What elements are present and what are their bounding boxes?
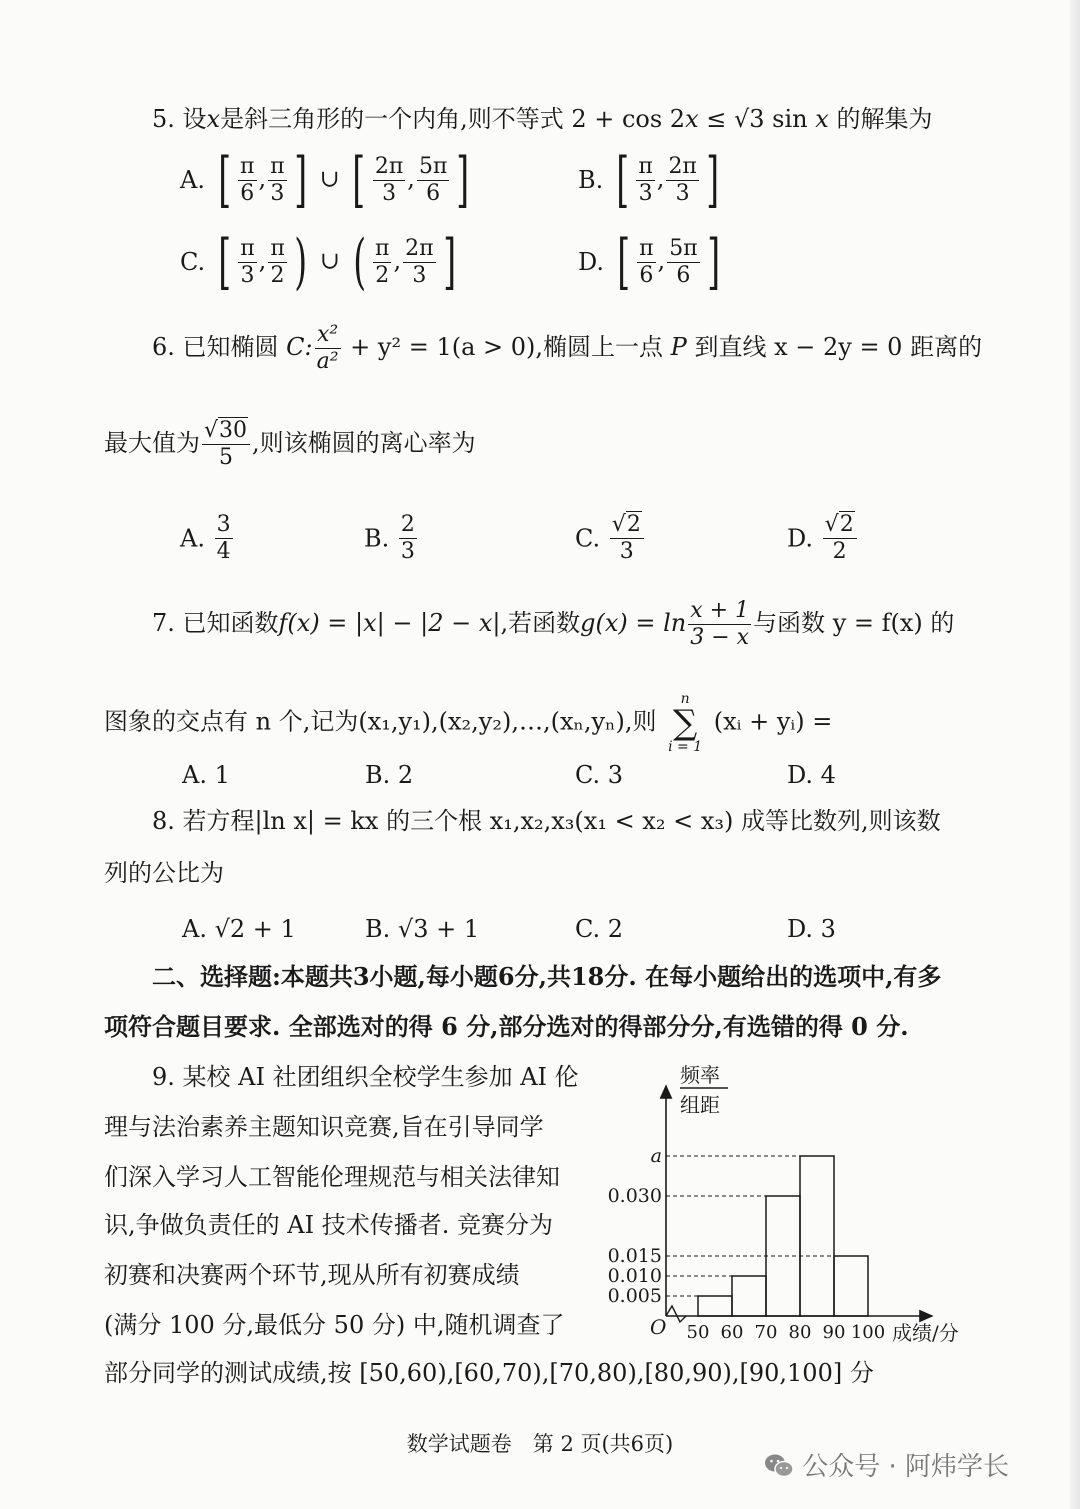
q6-option-a: A. $\frac{3}{4}$ [180, 512, 231, 564]
histogram-bar-[90,100] [834, 1256, 868, 1316]
q5-option-b: B. [ $\frac{\pi}{3}$ , $\frac{2\pi}{3}$ ] [578, 145, 720, 215]
q7-stem-part: (xᵢ + yᵢ) = [713, 707, 833, 736]
watermark-text: 公众号 · 阿炜学长 [802, 1452, 1010, 1482]
option-text: √2 + 1 [214, 915, 296, 943]
q7-stem-line2 [104, 690, 832, 756]
wechat-icon [764, 1453, 794, 1479]
option-label: B. [365, 761, 391, 789]
histogram-bar-[80,90) [800, 1156, 834, 1316]
option-label: A. [182, 761, 207, 789]
q6-stem-part: 最大值为 [104, 429, 200, 457]
q9-text-line: 部分同学的测试成绩,按 [50,60),[60,70),[70,80),[80,90),[90,100] 分 [104, 1359, 874, 1387]
q7-option-a [182, 758, 230, 792]
option-label: C. [575, 915, 601, 943]
option-text: 2 [397, 761, 414, 789]
y-tick-label: 0.015 [607, 1245, 662, 1267]
origin-label: O [650, 1315, 667, 1339]
y-axis-label-bottom: 组距 [680, 1093, 720, 1117]
q6-option-d: D. $\frac{√2}{2}$ [787, 512, 859, 565]
option-label: A. [180, 524, 205, 553]
q5-stem-part: 5. 设 [152, 105, 207, 133]
q5-stem-part: ≤ √3 sin [698, 105, 816, 133]
option-text: 3 [607, 761, 624, 789]
option-text: 4 [820, 761, 836, 789]
q5-option-a: A. [ $\frac{\pi}{6}$ , $\frac{\pi}{3}$ ] ∪ [ $\frac{2\pi}{3}$ , $\frac{5\pi}{6}$ ] [180, 145, 470, 215]
frequency-histogram [600, 1056, 980, 1356]
option-text: 3 [820, 915, 836, 943]
section2-instructions: 项符合题目要求. 全部选对的得 6 分,部分选对的得部分分,有选错的得 0 分. [104, 1012, 909, 1041]
q5-stem-part: 的解集为 [828, 105, 933, 133]
q7-stem-part: 与函数 y = f(x) 的 [753, 609, 955, 637]
x-tick-label: 100 [850, 1322, 886, 1343]
q8-stem-line2: 列的公比为 [104, 859, 224, 887]
option-label: B. [578, 166, 604, 194]
x-tick-label: 90 [822, 1322, 846, 1343]
y-tick-label: a [650, 1145, 662, 1167]
x-tick-label: 50 [686, 1322, 710, 1343]
q5-var: x [685, 105, 699, 133]
option-label: A. [180, 166, 205, 194]
q6-stem-part: 6. 已知椭圆 [152, 333, 287, 361]
q6-stem-part: P [670, 333, 687, 361]
q8-option-c [575, 912, 623, 946]
x-axis-label: 成绩/分 [892, 1321, 959, 1345]
x-tick-label: 70 [754, 1322, 778, 1343]
q7-stem-part: f(x) = |x| − |2 − x| [278, 609, 501, 637]
q7-stem-part: 图象的交点有 n 个,记为(x₁,y₁),(x₂,y₂),…,(xₙ,yₙ),则 [104, 707, 657, 736]
q6-stem: 6. 已知椭圆 C: $\frac{\text{x²}}{\text{a²}}$ + y² = 1(a > 0),椭圆上一点 P 到直线 x − 2y = 0 距离的 [152, 322, 983, 374]
q8-option-d [787, 912, 836, 946]
q8-option-a [182, 912, 296, 946]
page-edge-shadow [1070, 0, 1080, 1509]
q7-option-b [365, 758, 413, 792]
section2-heading: 二、选择题:本题共3小题,每小题6分,共18分. 在每小题给出的选项中,有多 [152, 962, 942, 991]
q6-stem-line2: 最大值为 $\frac{√30}{5}$ ,则该椭圆的离心率为 [104, 418, 476, 470]
page-footer: 数学试题卷 第 2 页(共6页) [406, 1432, 674, 1456]
y-axis-label-top: 频率 [680, 1063, 720, 1087]
option-label: A. [182, 915, 207, 943]
option-label: D. [787, 915, 814, 943]
q7-stem-part: ,若函数 [500, 609, 581, 637]
q6-stem-part: ,则该椭圆的离心率为 [252, 429, 476, 457]
q5-option-d: D. [ $\frac{\pi}{6}$ , $\frac{5\pi}{6}$ ] [578, 227, 720, 297]
y-tick-label: 0.010 [607, 1265, 662, 1287]
q5-var: x [815, 105, 829, 133]
option-label: C. [575, 524, 601, 553]
q6-stem-part: + y² = 1(a > 0),椭圆上一点 [342, 333, 671, 361]
option-text: √3 + 1 [397, 915, 480, 943]
q9-text-line: (满分 100 分,最低分 50 分) 中,随机调查了 [104, 1311, 565, 1339]
option-label: C. [575, 761, 601, 789]
y-tick-label: 0.005 [607, 1285, 662, 1307]
q6-option-c: C. $\frac{√2}{3}$ [575, 512, 646, 565]
option-label: C. [180, 248, 206, 276]
option-label: D. [787, 761, 814, 789]
y-tick-label: 0.030 [607, 1185, 662, 1207]
q5-stem [152, 102, 932, 136]
q5-stem-part: 是斜三角形的一个内角,则不等式 2 + cos 2 [220, 105, 686, 133]
x-tick-label: 60 [720, 1322, 744, 1343]
watermark [764, 1446, 1009, 1483]
q8-stem: 8. 若方程|ln x| = kx 的三个根 x₁,x₂,x₃(x₁ < x₂ < x₃) 成等比数列,则该数 [152, 807, 941, 835]
q7-option-c [575, 758, 623, 792]
q7-stem-part: 7. 已知函数 [152, 609, 279, 637]
q7-option-d [787, 758, 836, 792]
q8-option-b [365, 912, 479, 946]
q9-text-line: 识,争做负责任的 AI 技术传播者. 竞赛分为 [104, 1211, 553, 1239]
option-text: 2 [607, 915, 624, 943]
q7-stem: 7. 已知函数f(x) = |x| − |2 − x|,若函数g(x) = ln $\frac{x + 1}{3 - x}$ 与函数 y = f(x) 的 [152, 598, 955, 650]
histogram-bar-[50,60) [698, 1296, 732, 1316]
option-label: D. [787, 524, 814, 553]
q6-stem-part: C: [286, 333, 313, 361]
option-label: D. [578, 248, 605, 276]
option-label: B. [365, 915, 391, 943]
q6-stem-part: 到直线 x − 2y = 0 距离的 [686, 333, 983, 361]
summation-symbol: n ∑ i = 1 [668, 691, 703, 755]
option-label: B. [364, 524, 390, 553]
q9-text-line: 初赛和决赛两个环节,现从所有初赛成绩 [104, 1261, 520, 1289]
q5-var: x [206, 105, 221, 133]
q6-option-b: B. $\frac{2}{3}$ [364, 512, 415, 564]
q9-text-line: 9. 某校 AI 社团组织全校学生参加 AI 伦 [152, 1063, 579, 1091]
histogram-bar-[60,70) [732, 1276, 766, 1316]
q7-stem-part: g(x) = ln [580, 609, 687, 637]
q9-text-line: 们深入学习人工智能伦理规范与相关法律知 [104, 1163, 560, 1191]
x-tick-label: 80 [788, 1322, 812, 1343]
option-text: 1 [214, 761, 230, 789]
q9-text-line: 理与法治素养主题知识竞赛,旨在引导同学 [104, 1113, 544, 1141]
axis-break [666, 1306, 686, 1322]
q5-option-c: C. [ $\frac{\pi}{3}$ , $\frac{\pi}{2}$ ) ∪ ( $\frac{\pi}{2}$ , $\frac{2\pi}{3}$ ] [180, 227, 456, 297]
